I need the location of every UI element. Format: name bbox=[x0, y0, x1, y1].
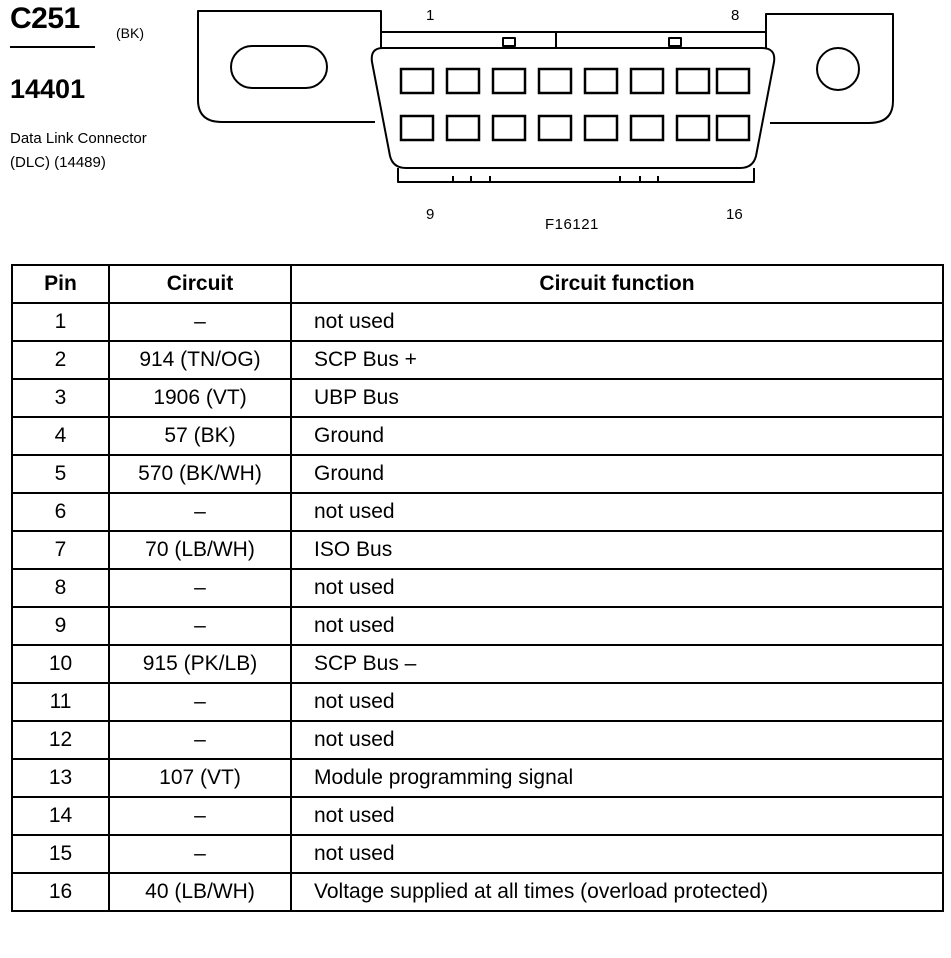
function-cell: not used bbox=[291, 835, 943, 873]
pin-cell: 10 bbox=[12, 645, 109, 683]
pin-cavity-13 bbox=[585, 116, 617, 140]
pin-cell: 2 bbox=[12, 341, 109, 379]
connector-color: (BK) bbox=[116, 25, 144, 41]
table-row bbox=[12, 721, 943, 759]
part-number: 14401 bbox=[10, 74, 86, 104]
top-latch-left bbox=[503, 38, 515, 46]
circuit-cell: – bbox=[109, 721, 291, 759]
pin-cell: 8 bbox=[12, 569, 109, 607]
table-row bbox=[12, 303, 943, 341]
connector-description-line1: Data Link Connector bbox=[10, 130, 147, 147]
pin-cell: 15 bbox=[12, 835, 109, 873]
header-circuit-function: Circuit function bbox=[291, 265, 943, 303]
figure-id: F16121 bbox=[545, 216, 599, 233]
connector-code: C251 bbox=[10, 2, 80, 35]
circuit-cell: 1906 (VT) bbox=[109, 379, 291, 417]
pin-cell: 5 bbox=[12, 455, 109, 493]
table-row bbox=[12, 455, 943, 493]
pin-cell: 11 bbox=[12, 683, 109, 721]
function-cell: not used bbox=[291, 607, 943, 645]
circuit-cell: – bbox=[109, 835, 291, 873]
function-cell: not used bbox=[291, 797, 943, 835]
circuit-cell: – bbox=[109, 607, 291, 645]
pin-cell: 3 bbox=[12, 379, 109, 417]
pin-label-8: 8 bbox=[731, 7, 740, 24]
function-cell: Ground bbox=[291, 417, 943, 455]
pin-label-16: 16 bbox=[726, 206, 743, 223]
connector-body bbox=[372, 48, 775, 168]
pin-cavity-4 bbox=[539, 69, 571, 93]
table-row bbox=[12, 645, 943, 683]
left-mounting-slot bbox=[231, 46, 327, 88]
pin-cell: 4 bbox=[12, 417, 109, 455]
connector-code-underline bbox=[10, 46, 95, 48]
function-cell: UBP Bus bbox=[291, 379, 943, 417]
table-row bbox=[12, 569, 943, 607]
pin-cavity-9 bbox=[401, 116, 433, 140]
function-cell: not used bbox=[291, 721, 943, 759]
table-row bbox=[12, 379, 943, 417]
table-row bbox=[12, 759, 943, 797]
pin-cavity-5 bbox=[585, 69, 617, 93]
pin-cavity-1 bbox=[401, 69, 433, 93]
table-row bbox=[12, 873, 943, 911]
circuit-cell: 40 (LB/WH) bbox=[109, 873, 291, 911]
circuit-cell: 914 (TN/OG) bbox=[109, 341, 291, 379]
pin-cell: 16 bbox=[12, 873, 109, 911]
table-row bbox=[12, 341, 943, 379]
function-cell: Module programming signal bbox=[291, 759, 943, 797]
pin-cell: 1 bbox=[12, 303, 109, 341]
right-mounting-hole bbox=[817, 48, 859, 90]
function-cell: Voltage supplied at all times (overload protected) bbox=[291, 873, 943, 911]
pin-cavity-8 bbox=[717, 69, 749, 93]
table-row bbox=[12, 835, 943, 873]
table-row bbox=[12, 797, 943, 835]
function-cell: SCP Bus – bbox=[291, 645, 943, 683]
function-cell: ISO Bus bbox=[291, 531, 943, 569]
pin-cell: 13 bbox=[12, 759, 109, 797]
header-pin: Pin bbox=[12, 265, 109, 303]
pin-cell: 7 bbox=[12, 531, 109, 569]
pin-cavity-15 bbox=[677, 116, 709, 140]
pin-cavity-3 bbox=[493, 69, 525, 93]
pin-cavity-10 bbox=[447, 116, 479, 140]
pin-cavity-12 bbox=[539, 116, 571, 140]
circuit-cell: – bbox=[109, 303, 291, 341]
function-cell: not used bbox=[291, 303, 943, 341]
header-circuit: Circuit bbox=[109, 265, 291, 303]
pin-cell: 9 bbox=[12, 607, 109, 645]
table-header-row bbox=[12, 265, 943, 303]
function-cell: Ground bbox=[291, 455, 943, 493]
pin-label-9: 9 bbox=[426, 206, 435, 223]
left-mounting-ear bbox=[198, 11, 381, 122]
connector-bottom-skirt bbox=[398, 168, 754, 182]
table-row bbox=[12, 493, 943, 531]
pin-cavity-2 bbox=[447, 69, 479, 93]
pin-cavity-11 bbox=[493, 116, 525, 140]
pin-label-1: 1 bbox=[426, 7, 435, 24]
circuit-cell: 570 (BK/WH) bbox=[109, 455, 291, 493]
connector-top-rim bbox=[381, 32, 766, 48]
table-row bbox=[12, 531, 943, 569]
connector-description-line2: (DLC) (14489) bbox=[10, 154, 106, 171]
pin-cavity-6 bbox=[631, 69, 663, 93]
circuit-cell: 70 (LB/WH) bbox=[109, 531, 291, 569]
circuit-cell: 57 (BK) bbox=[109, 417, 291, 455]
circuit-cell: 915 (PK/LB) bbox=[109, 645, 291, 683]
function-cell: not used bbox=[291, 493, 943, 531]
circuit-cell: – bbox=[109, 569, 291, 607]
pin-cavity-7 bbox=[677, 69, 709, 93]
right-mounting-ear bbox=[766, 14, 893, 123]
circuit-cell: – bbox=[109, 797, 291, 835]
pin-cell: 14 bbox=[12, 797, 109, 835]
function-cell: SCP Bus + bbox=[291, 341, 943, 379]
pin-cell: 6 bbox=[12, 493, 109, 531]
function-cell: not used bbox=[291, 569, 943, 607]
pin-cavity-14 bbox=[631, 116, 663, 140]
circuit-cell: 107 (VT) bbox=[109, 759, 291, 797]
table-row bbox=[12, 607, 943, 645]
function-cell: not used bbox=[291, 683, 943, 721]
circuit-cell: – bbox=[109, 683, 291, 721]
pin-cell: 12 bbox=[12, 721, 109, 759]
circuit-cell: – bbox=[109, 493, 291, 531]
table-row bbox=[12, 417, 943, 455]
top-latch-right bbox=[669, 38, 681, 46]
pin-table bbox=[11, 264, 944, 912]
pin-cavity-16 bbox=[717, 116, 749, 140]
dlc-connector-diagram bbox=[195, 0, 900, 215]
table-row bbox=[12, 683, 943, 721]
